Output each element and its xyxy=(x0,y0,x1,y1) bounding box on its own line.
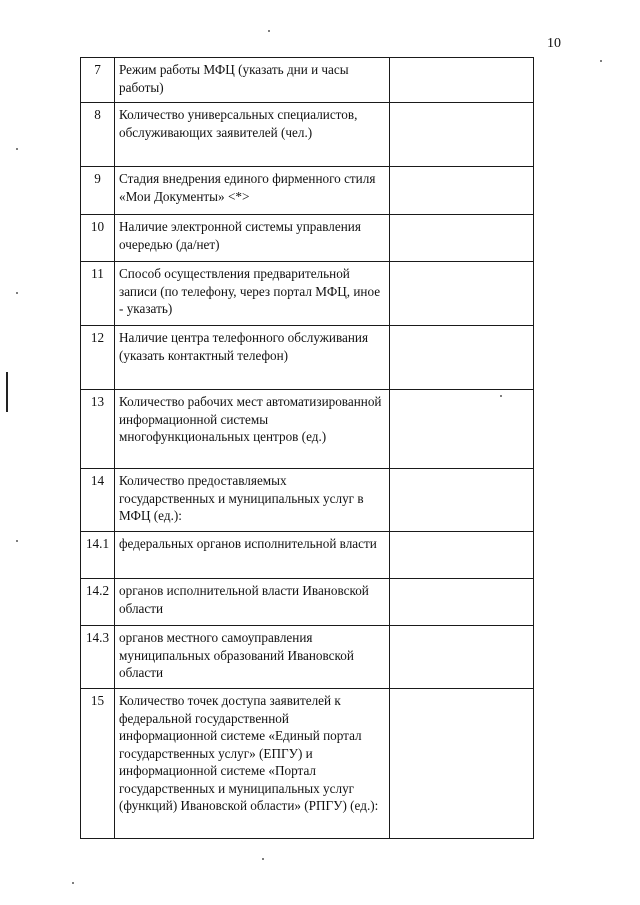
table-row xyxy=(81,215,534,262)
row-value-cell xyxy=(390,167,534,215)
row-number: 11 xyxy=(81,262,115,326)
row-value-cell xyxy=(390,532,534,579)
row-number: 15 xyxy=(81,689,115,839)
row-description: Количество точек доступа заявителей к федеральной государственной информационной системе «Единый портал государственных услуг» (ЕПГУ) и информационной системе «Портал государственных и муниципальных услуг (функций) Ивановской области» (РПГУ) (ед.): xyxy=(115,689,390,839)
table-row xyxy=(81,167,534,215)
scan-speck xyxy=(268,30,270,32)
scan-speck xyxy=(262,858,264,860)
row-description: федеральных органов исполнительной власти xyxy=(115,532,390,579)
table-row xyxy=(81,689,534,839)
table-row xyxy=(81,626,534,689)
row-description: органов местного самоуправления муниципальных образований Ивановской области xyxy=(115,626,390,689)
row-description: Количество рабочих мест автоматизированной информационной системы многофункциональных центров (ед.) xyxy=(115,390,390,469)
row-description: Наличие центра телефонного обслуживания (указать контактный телефон) xyxy=(115,326,390,390)
row-number: 12 xyxy=(81,326,115,390)
row-value-cell xyxy=(390,689,534,839)
scan-speck xyxy=(16,148,18,150)
table-row xyxy=(81,469,534,532)
row-value-cell xyxy=(390,215,534,262)
row-number: 14 xyxy=(81,469,115,532)
table-row xyxy=(81,262,534,326)
row-value-cell xyxy=(390,103,534,167)
table-row xyxy=(81,579,534,626)
row-value-cell xyxy=(390,626,534,689)
row-description: Количество предоставляемых государственных и муниципальных услуг в МФЦ (ед.): xyxy=(115,469,390,532)
table-row xyxy=(81,326,534,390)
row-number: 14.3 xyxy=(81,626,115,689)
row-value-cell xyxy=(390,469,534,532)
row-description: Количество универсальных специалистов, обслуживающих заявителей (чел.) xyxy=(115,103,390,167)
row-value-cell xyxy=(390,326,534,390)
table-row xyxy=(81,532,534,579)
row-number: 14.2 xyxy=(81,579,115,626)
row-description: органов исполнительной власти Ивановской области xyxy=(115,579,390,626)
row-description: Режим работы МФЦ (указать дни и часы работы) xyxy=(115,58,390,103)
row-number: 7 xyxy=(81,58,115,103)
row-number: 10 xyxy=(81,215,115,262)
scan-margin-mark xyxy=(6,372,8,412)
row-value-cell xyxy=(390,58,534,103)
scan-speck xyxy=(600,60,602,62)
row-value-cell xyxy=(390,579,534,626)
row-number: 9 xyxy=(81,167,115,215)
row-value-cell xyxy=(390,390,534,469)
row-number: 8 xyxy=(81,103,115,167)
indicators-table xyxy=(80,57,534,839)
row-description: Стадия внедрения единого фирменного стиля «Мои Документы» <*> xyxy=(115,167,390,215)
row-description: Способ осуществления предварительной записи (по телефону, через портал МФЦ, иное - указать) xyxy=(115,262,390,326)
row-number: 13 xyxy=(81,390,115,469)
row-value-cell xyxy=(390,262,534,326)
scan-speck xyxy=(72,882,74,884)
row-description: Наличие электронной системы управления очередью (да/нет) xyxy=(115,215,390,262)
table-row xyxy=(81,58,534,103)
scan-speck xyxy=(16,292,18,294)
page-number: 10 xyxy=(547,36,561,51)
table-row xyxy=(81,390,534,469)
scan-speck xyxy=(16,540,18,542)
table-row xyxy=(81,103,534,167)
row-number: 14.1 xyxy=(81,532,115,579)
